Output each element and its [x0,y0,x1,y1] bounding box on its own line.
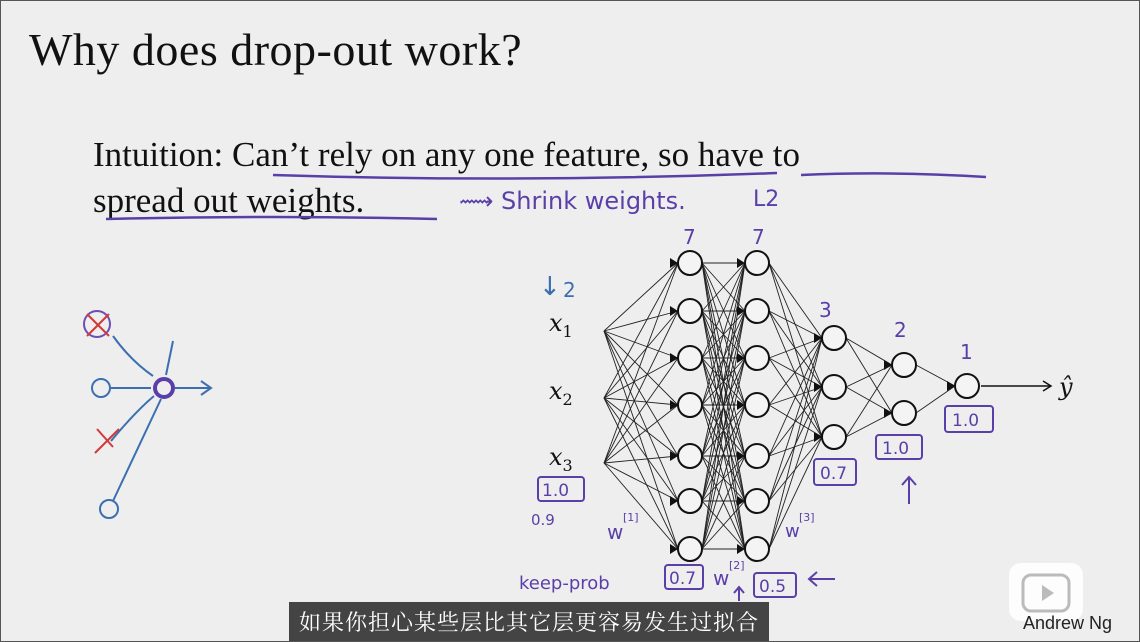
note-l2: L2 [753,187,780,212]
video-subtitle: 如果你担心某些层比其它层更容易发生过拟合 [289,602,769,641]
layer-size-1: 7 [683,225,696,249]
network-node [822,375,846,399]
input-arrow-number: 2 [563,278,576,302]
layer-size-4: 2 [894,318,907,342]
weight-w3-sup: [3] [799,511,815,524]
intuition-comma: , [640,135,659,174]
intuition-part1: Can’t rely on any one feature [232,135,641,174]
network-edge [916,386,955,413]
network-node [678,444,702,468]
network-node [678,537,702,561]
weight-w1: w [607,520,624,544]
network-node [745,393,769,417]
underline-3 [106,217,437,219]
author-name: Andrew Ng [1023,613,1113,633]
note-keep-prob: keep-prob [519,573,610,594]
network-edge [604,456,678,463]
network-node [892,401,916,425]
weight-w1-sup: [1] [623,511,639,524]
network-node [822,425,846,449]
layer-size-2: 7 [752,225,765,249]
layer-size-3: 3 [819,298,832,322]
intuition-part2: so have to [658,135,800,174]
intuition-line-2: spread out weights. [93,181,365,220]
weight-w3: w [785,521,800,542]
underline-2 [801,173,986,177]
network-edge [604,398,678,405]
weight-w2-sup: [2] [729,559,745,572]
network-node [745,444,769,468]
diagram-canvas [1,1,1140,642]
network-node-arrowhead [884,360,892,370]
network-edge [769,311,822,387]
layer-size-5: 1 [960,340,973,364]
input-arrow: ↓ [539,272,561,302]
intuition-prefix: Intuition: [93,135,233,174]
underline-1 [273,173,777,179]
input-x2: $x_2$ [549,377,573,409]
network-node [678,393,702,417]
network-edge [604,311,678,398]
note-shrink-weights: ⟿ Shrink weights. [459,187,686,215]
weight-w2: w [713,566,730,590]
keep-prob-layer1: 0.7 [669,569,697,589]
network-node-arrowhead [670,306,678,316]
note-0-9: 0.9 [531,511,555,529]
network-node [678,299,702,323]
network-node [745,489,769,513]
network-node [745,346,769,370]
network-node-arrowhead [947,381,955,391]
output-yhat: ŷ [1059,373,1073,401]
keep-prob-layer4: 1.0 [882,439,910,459]
network-node-arrowhead [884,408,892,418]
keep-prob-output: 1.0 [952,411,980,431]
network-edge [604,463,678,501]
network-node [745,537,769,561]
network-node [678,489,702,513]
network-node [745,251,769,275]
network-node [678,251,702,275]
keep-prob-layer2: 0.5 [759,577,787,597]
network-node [955,374,979,398]
keep-prob-input: 1.0 [542,481,570,501]
keep-prob-layer3: 0.7 [820,464,848,484]
slide-title: Why does drop-out work? [29,24,523,75]
network-node [822,326,846,350]
network-node [892,353,916,377]
network-edge [769,263,822,338]
network-node-arrowhead [670,353,678,363]
input-x1: $x_1$ [549,309,573,341]
network-node [745,299,769,323]
input-x3: $x_3$ [549,443,573,475]
single-unit-diagram [84,311,211,518]
network-node [678,346,702,370]
